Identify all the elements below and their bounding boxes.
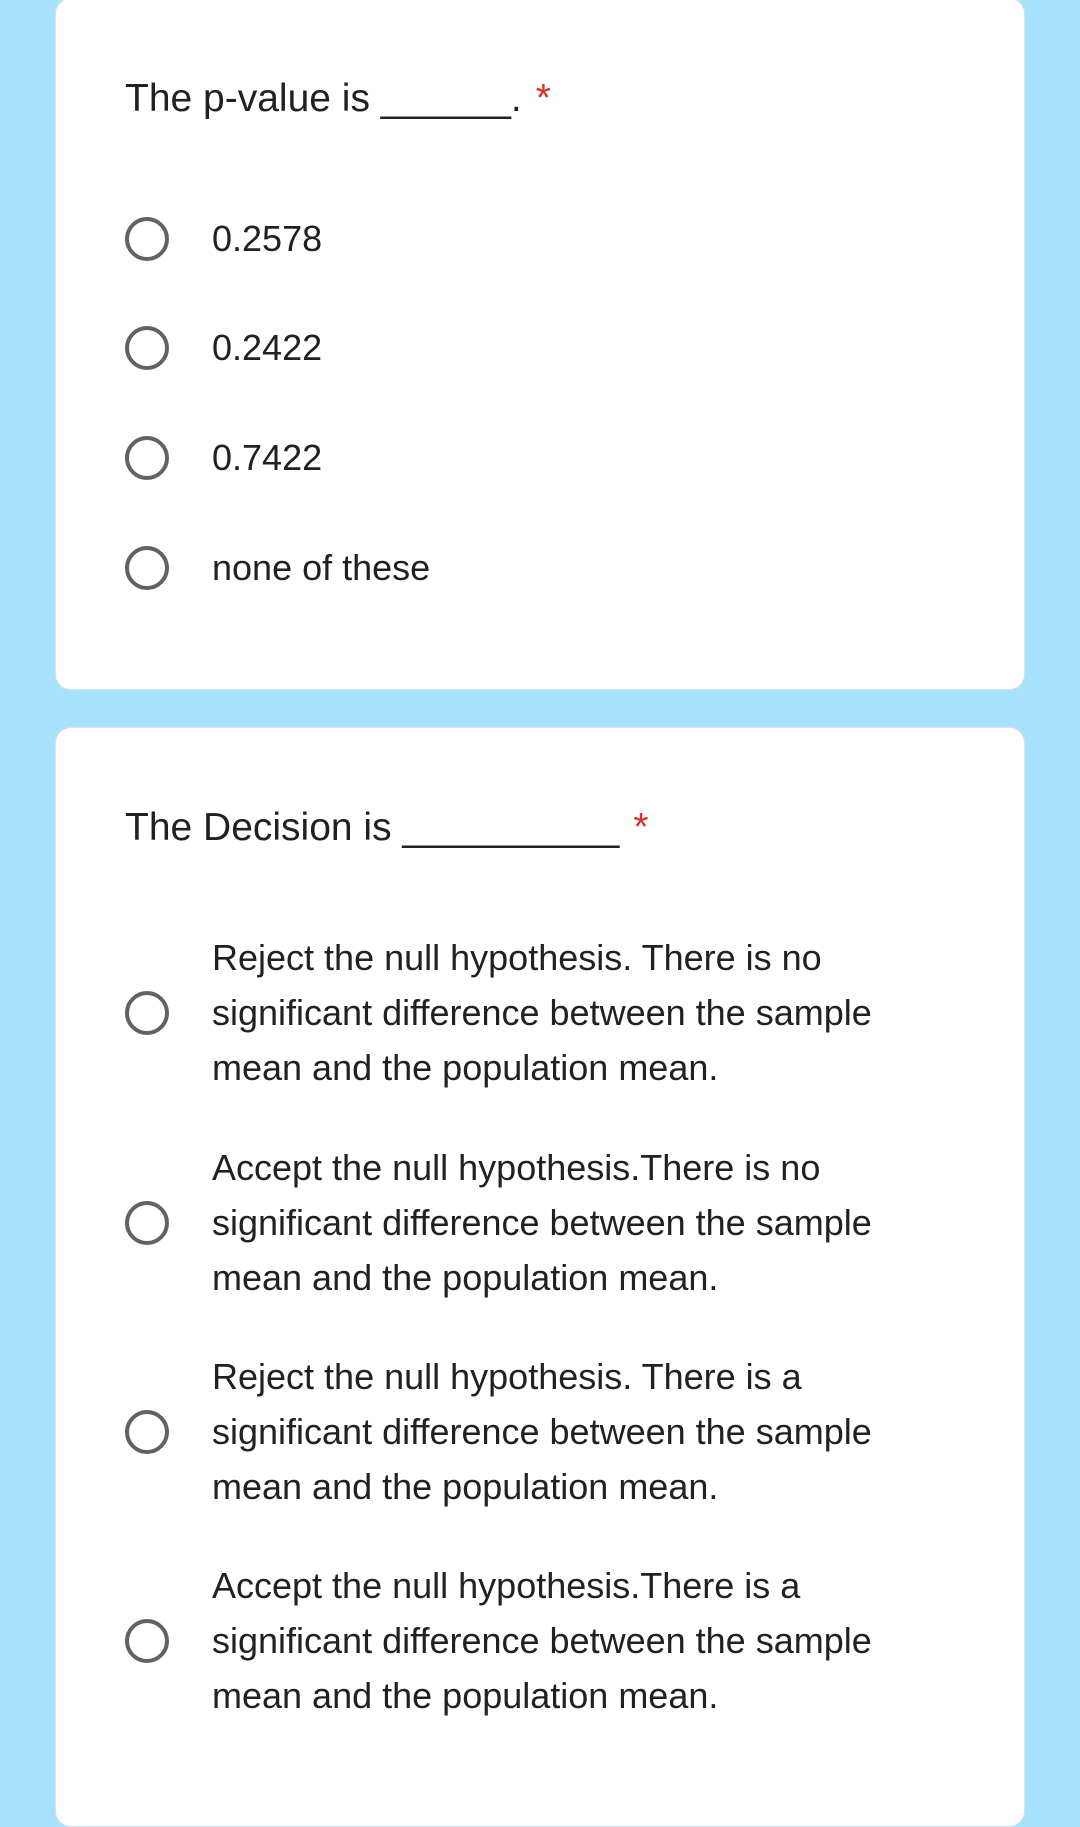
radio-button-icon[interactable] <box>125 1201 169 1245</box>
radio-option[interactable] <box>125 1349 932 1514</box>
question-title <box>125 77 551 121</box>
question-card-decision <box>55 727 1025 1827</box>
radio-option[interactable] <box>125 1558 932 1723</box>
option-label: 0.2578 <box>212 218 323 259</box>
radio-option[interactable] <box>125 540 430 595</box>
radio-option[interactable] <box>125 211 322 266</box>
radio-button-icon[interactable] <box>125 217 169 261</box>
radio-option[interactable] <box>125 430 322 485</box>
radio-button-icon[interactable] <box>125 326 169 370</box>
question-title <box>125 806 649 850</box>
required-asterisk: * <box>535 77 551 120</box>
option-label: none of these <box>212 547 431 588</box>
radio-option[interactable] <box>125 320 322 375</box>
radio-button-icon[interactable] <box>125 991 169 1035</box>
radio-button-icon[interactable] <box>125 436 169 480</box>
radio-option[interactable] <box>125 930 932 1095</box>
radio-option[interactable] <box>125 1140 932 1305</box>
radio-button-icon[interactable] <box>125 546 169 590</box>
option-label: 0.7422 <box>212 437 323 478</box>
required-asterisk: * <box>633 806 649 849</box>
option-label: Accept the null hypothesis.There is no significant difference between the sample mean and the population mean. <box>212 1147 872 1298</box>
radio-button-icon[interactable] <box>125 1410 169 1454</box>
option-label: Accept the null hypothesis.There is a significant difference between the sample mean and the population mean. <box>212 1565 872 1716</box>
question-card-p-value <box>55 0 1025 690</box>
option-label: Reject the null hypothesis. There is no significant difference between the sample mean and the population mean. <box>212 937 872 1088</box>
option-label: Reject the null hypothesis. There is a significant difference between the sample mean and the population mean. <box>212 1356 872 1507</box>
question-title-text: The p-value is ______. <box>125 77 522 120</box>
question-title-text: The Decision is __________ <box>125 806 620 849</box>
option-label: 0.2422 <box>212 327 323 368</box>
radio-button-icon[interactable] <box>125 1619 169 1663</box>
